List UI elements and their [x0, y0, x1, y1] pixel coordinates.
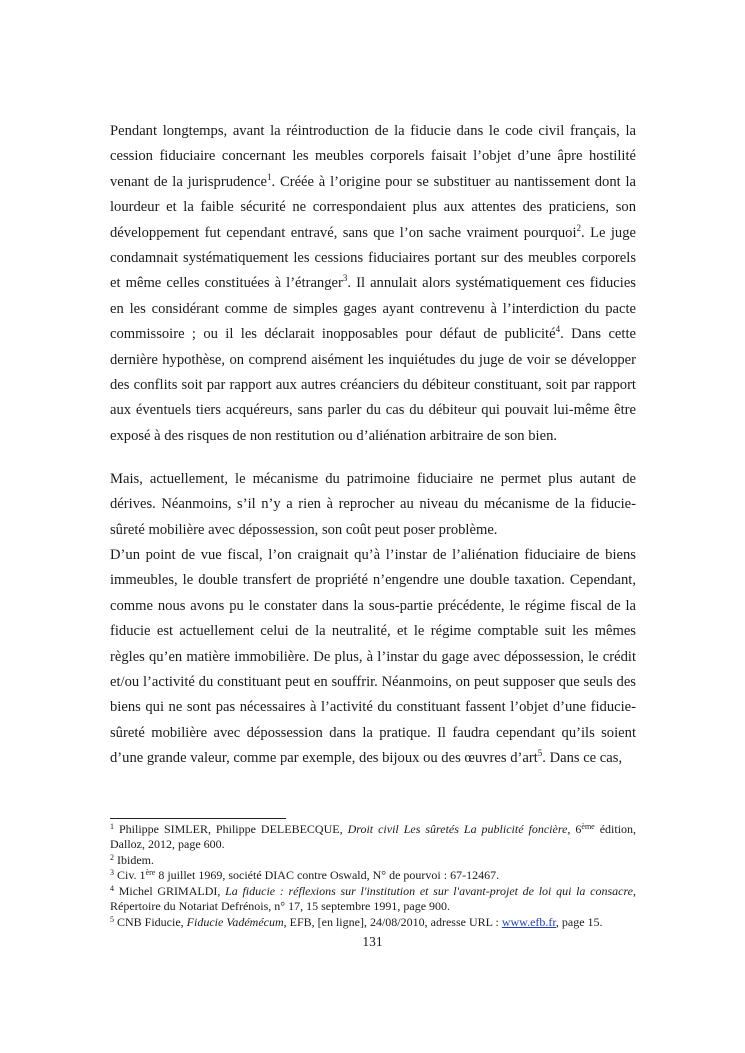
text-segment: d’une grande valeur, comme par exemple, des bijoux ou des œuvres d’art: [110, 750, 538, 767]
text-segment: . Dans ce cas,: [542, 750, 623, 767]
text-segment: . Le juge: [581, 224, 637, 241]
text-line: Pendant longtemps, avant la réintroduction de la fiducie dans le code civil français, la: [110, 123, 636, 139]
footnote-text: Répertoire du Notariat Defrénois, n° 17, 15 septembre 1991, page 900.: [110, 899, 451, 914]
footnote-text: , page 15.: [555, 915, 603, 929]
text-line: lourdeur et la faible sécurité ne correspondaient plus aux attentes des praticiens, son: [110, 199, 636, 216]
footnote-text: Dalloz, 2012, page 600.: [110, 837, 225, 852]
text-line: biens qui ne sont pas nécessaires à l’activité du constituant fassent l’objet d’une fiducie-: [110, 699, 636, 716]
text-line: fiducie est actuellement celui de la neutralité, et le régime comptable suit les mêmes: [110, 623, 636, 640]
footnote-marker: 1: [110, 822, 114, 831]
text-segment: venant de la jurisprudence: [110, 173, 268, 190]
text-line: immeubles, le double transfert de propriété n’engendre une double taxation. Cependant,: [110, 572, 636, 589]
footnote-superscript: ème: [581, 822, 595, 831]
text-segment: et même celles constituées à l’étranger: [110, 275, 343, 292]
text-line: sûreté mobilière avec dépossession dans la pratique. Il faudra cependant qu’ils soient: [110, 724, 636, 741]
text-line: règles qu’en matière immobilière. De plus, à l’instar du gage avec dépossession, le crédit: [110, 648, 636, 665]
footnote-text: Civ. 1: [114, 868, 146, 882]
text-segment: . Créée à l’origine pour se substituer au nantissement dont la: [271, 173, 637, 190]
text-line: comme nous avons pu le constater dans la sous-partie précédente, le régime fiscal de la: [110, 597, 636, 614]
footnote-text: Michel GRIMALDI,: [114, 884, 226, 898]
footnote-1: [110, 822, 636, 853]
footnote-text: édition,: [594, 822, 637, 836]
paragraph-1: [110, 119, 636, 449]
footnote-5: [110, 915, 636, 930]
text-line: [110, 170, 636, 195]
footnote-title: La fiducie : réflexions sur l'institution et sur l'avant-projet de loi qui la consacre: [225, 884, 633, 898]
text-line: D’un point de vue fiscal, l’on craignait qu’à l’instar de l’aliénation fiduciaire de biens: [110, 547, 636, 563]
footnote-text: ,: [633, 884, 636, 898]
footnote-superscript: ère: [145, 868, 156, 877]
text-line: [110, 746, 636, 771]
text-line: aux éventuels tiers acquéreurs, sans parler du cas du débiteur qui pouvait lui-même être: [110, 402, 636, 419]
footnote-reference[interactable]: 4: [555, 324, 561, 335]
text-segment: . Dans cette: [560, 326, 636, 343]
text-line: dérives. Néanmoins, s’il n’y a rien à reprocher au niveau du mécanisme de la fiducie-: [110, 496, 636, 513]
footnote-reference[interactable]: 5: [537, 748, 543, 759]
footnote-text: CNB Fiducie,: [114, 915, 187, 929]
text-line: sûreté mobilière avec dépossession, son coût peut poser problème.: [110, 521, 498, 538]
paragraph-3: [110, 543, 636, 772]
footnote-reference[interactable]: 3: [342, 273, 348, 284]
footnote-marker: 5: [110, 915, 114, 924]
footnote-marker: 4: [110, 884, 114, 893]
footnote-reference[interactable]: 2: [576, 222, 582, 233]
text-line: [110, 322, 636, 347]
footnote-title: Fiducie Vadémécum: [186, 915, 284, 929]
footnote-text: Ibidem.: [114, 853, 154, 867]
text-line: dernière hypothèse, on comprend aisément les inquiétudes du juge de voir se développer: [110, 351, 636, 368]
footnote-title: Droit civil Les sûretés La publicité foncière,: [347, 822, 571, 836]
footnote-text: , EFB, [en ligne], 24/08/2010, adresse URL :: [283, 915, 502, 929]
text-line: cession fiduciaire concernant les meubles corporels faisait l’objet d’une âpre hostilité: [110, 148, 636, 165]
text-line: [110, 221, 636, 246]
text-line: des conflits soit par rapport aux autres créanciers du débiteur constituant, soit par rapport: [110, 376, 636, 393]
text-line: et/ou l’activité du constituant peut en souffrir. Néanmoins, on peut supposer que seuls des: [110, 673, 636, 690]
text-line: [110, 271, 636, 296]
footnote-3: [110, 868, 636, 883]
footnote-reference[interactable]: 1: [267, 171, 272, 182]
text-segment: commissoire ; ou il les déclarait inopposables pour défaut de publicité: [110, 326, 556, 343]
text-line: en les considérant comme de simples gages ayant contrevenu à l’interdiction du pacte: [110, 300, 636, 317]
text-segment: développement fut cependant entravé, sans que l’on sache vraiment pourquoi: [110, 224, 577, 241]
paragraph-2: [110, 467, 636, 543]
text-segment: . Il annulait alors systématiquement ces fiducies: [347, 275, 636, 292]
footnote-text: 6: [570, 822, 582, 836]
text-line: exposé à des risques de non restitution ou d’aliénation arbitraire de son bien.: [110, 427, 558, 444]
page-number: 131: [362, 934, 383, 949]
footnote-text: Philippe SIMLER, Philippe DELEBECQUE,: [114, 822, 348, 836]
footnote-2: [110, 853, 636, 868]
footnote-separator: [110, 818, 286, 819]
footnote-marker: 2: [110, 853, 114, 862]
efb-link[interactable]: www.efb.fr: [501, 915, 556, 929]
text-line: condamnait systématiquement les cessions fiduciaires portant sur des meubles corporels: [110, 249, 636, 266]
footnote-text: 8 juillet 1969, société DIAC contre Oswald, N° de pourvoi : 67-12467.: [155, 868, 500, 882]
text-line: Mais, actuellement, le mécanisme du patrimoine fiduciaire ne permet plus autant de: [110, 471, 636, 487]
footnote-marker: 3: [110, 868, 114, 877]
footnote-4: [110, 884, 636, 915]
